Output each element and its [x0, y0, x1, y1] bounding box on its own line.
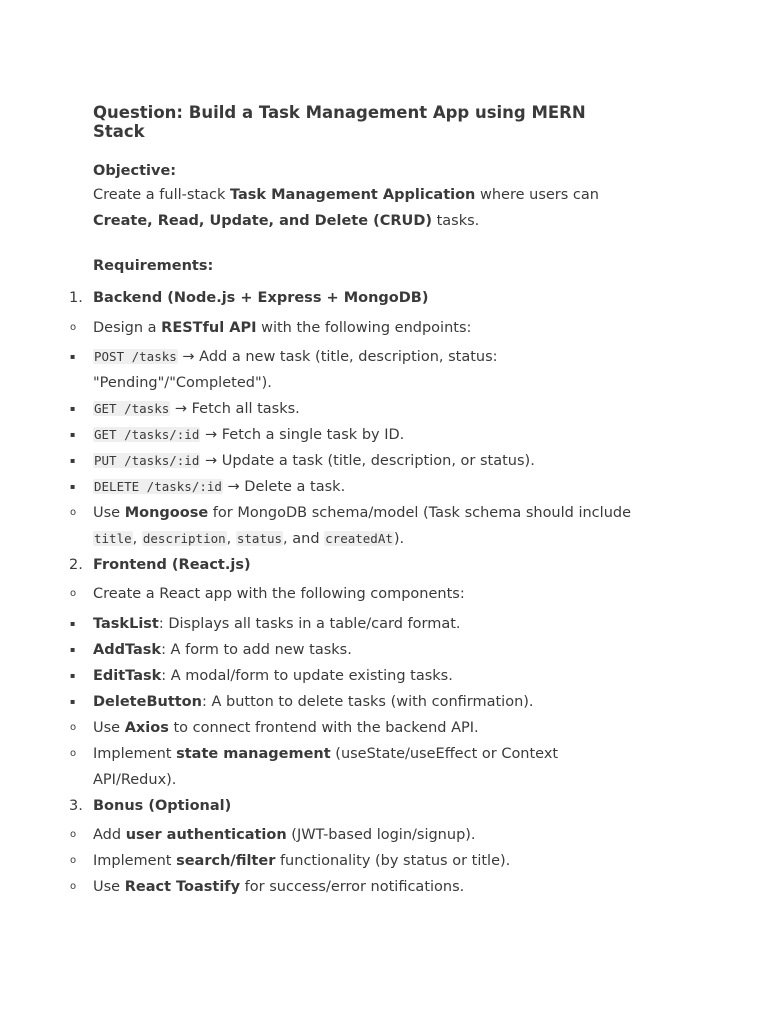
- circle-bullet: o: [70, 322, 77, 333]
- item-text: Implement: [93, 746, 177, 762]
- endpoint-code: GET /tasks/:id: [94, 427, 200, 442]
- frontend-heading: Frontend (React.js): [93, 557, 251, 573]
- item-text: Use: [93, 720, 125, 736]
- item-text: Implement: [93, 853, 177, 869]
- endpoint-desc: → Update a task (title, description, or status).: [200, 453, 535, 469]
- component-desc: : A button to delete tasks (with confirmation).: [201, 694, 534, 710]
- circle-bullet: o: [70, 829, 77, 840]
- circle-bullet: o: [70, 748, 77, 759]
- endpoint-code: DELETE /tasks/:id: [94, 479, 222, 494]
- endpoint-item: [70, 396, 633, 422]
- endpoint-code: GET /tasks: [94, 401, 170, 416]
- square-bullet: ▪: [70, 404, 76, 413]
- square-bullet: ▪: [70, 619, 76, 628]
- component-name: EditTask: [93, 668, 162, 684]
- objective-bold-app: Task Management Application: [229, 187, 476, 203]
- list-item: [70, 315, 633, 341]
- endpoint-item: [70, 448, 633, 474]
- item-text: Create a React app with the following components:: [93, 586, 465, 602]
- endpoint-desc: → Add a new task (title, description, status: "Pending"/"Completed").: [93, 349, 498, 391]
- document: [69, 103, 633, 900]
- item-bold: Axios: [124, 720, 169, 736]
- square-bullet: ▪: [70, 482, 76, 491]
- endpoint-code: POST /tasks: [94, 349, 177, 364]
- item-text: ).: [393, 531, 405, 547]
- item-bold: RESTful API: [161, 320, 257, 336]
- component-item: [70, 611, 633, 637]
- item-text: with the following endpoints:: [256, 320, 472, 336]
- item-text: Add: [93, 827, 126, 843]
- field-code: title: [94, 531, 132, 546]
- item-text: , and: [283, 531, 325, 547]
- bonus-heading: Bonus (Optional): [93, 798, 232, 814]
- component-desc: : A form to add new tasks.: [161, 642, 352, 658]
- item-text: for success/error notifications.: [240, 879, 465, 895]
- backend-section: [69, 285, 633, 311]
- frontend-section: [69, 552, 633, 578]
- field-code: description: [142, 531, 226, 546]
- square-bullet: ▪: [70, 671, 76, 680]
- component-desc: : Displays all tasks in a table/card format.: [158, 616, 461, 632]
- objective-text-part: tasks.: [432, 213, 480, 229]
- circle-bullet: o: [70, 881, 77, 892]
- bonus-section: [69, 793, 633, 819]
- list-number: 3.: [69, 798, 83, 814]
- component-name: TaskList: [93, 616, 159, 632]
- item-text: for MongoDB schema/model (Task schema should include: [208, 505, 632, 521]
- page-title: Question: Build a Task Management App using MERN Stack: [93, 103, 586, 141]
- list-number: 2.: [69, 557, 83, 573]
- item-bold: Mongoose: [124, 505, 209, 521]
- square-bullet: ▪: [70, 456, 76, 465]
- objective-text-part: Create a full-stack: [93, 187, 230, 203]
- square-bullet: ▪: [70, 430, 76, 439]
- list-number: 1.: [69, 290, 83, 306]
- component-name: AddTask: [93, 642, 162, 658]
- component-desc: : A modal/form to update existing tasks.: [161, 668, 453, 684]
- item-bold: user authentication: [125, 827, 287, 843]
- field-code: createdAt: [325, 531, 393, 546]
- endpoint-code: PUT /tasks/:id: [94, 453, 200, 468]
- objective-text: [93, 182, 633, 234]
- component-item: [70, 663, 633, 689]
- item-text: (useState/useEffect or Context API/Redux).: [93, 746, 559, 788]
- item-text: (JWT-based login/signup).: [286, 827, 476, 843]
- item-bold: search/filter: [176, 853, 276, 869]
- endpoint-desc: → Delete a task.: [222, 479, 346, 495]
- item-bold: React Toastify: [124, 879, 241, 895]
- item-text: Use: [93, 505, 125, 521]
- item-text: functionality (by status or title).: [275, 853, 511, 869]
- square-bullet: ▪: [70, 697, 76, 706]
- objective-heading: Objective:: [93, 163, 177, 179]
- circle-bullet: o: [70, 588, 77, 599]
- list-item: [70, 500, 633, 552]
- field-code: status: [236, 531, 283, 546]
- square-bullet: ▪: [70, 645, 76, 654]
- endpoint-desc: → Fetch all tasks.: [170, 401, 300, 417]
- list-item: [70, 874, 633, 900]
- square-bullet: ▪: [70, 352, 76, 361]
- item-text: Design a: [93, 320, 162, 336]
- circle-bullet: o: [70, 855, 77, 866]
- circle-bullet: o: [70, 507, 77, 518]
- list-item: [70, 581, 633, 607]
- endpoint-item: [70, 422, 633, 448]
- list-item: [70, 741, 633, 793]
- endpoint-item: [70, 344, 633, 396]
- list-item: [70, 715, 633, 741]
- item-text: Use: [93, 879, 125, 895]
- item-text: ,: [226, 531, 236, 547]
- circle-bullet: o: [70, 722, 77, 733]
- item-text: to connect frontend with the backend API.: [168, 720, 479, 736]
- component-name: DeleteButton: [93, 694, 202, 710]
- component-item: [70, 637, 633, 663]
- endpoint-desc: → Fetch a single task by ID.: [200, 427, 405, 443]
- list-item: [70, 822, 633, 848]
- objective-text-part: where users can: [475, 187, 599, 203]
- item-bold: state management: [176, 746, 331, 762]
- list-item: [70, 848, 633, 874]
- objective-bold-crud: Create, Read, Update, and Delete (CRUD): [93, 213, 432, 229]
- endpoint-item: [70, 474, 633, 500]
- requirements-heading: Requirements:: [93, 258, 214, 274]
- item-text: ,: [132, 531, 142, 547]
- backend-heading: Backend (Node.js + Express + MongoDB): [93, 290, 429, 306]
- component-item: [70, 689, 633, 715]
